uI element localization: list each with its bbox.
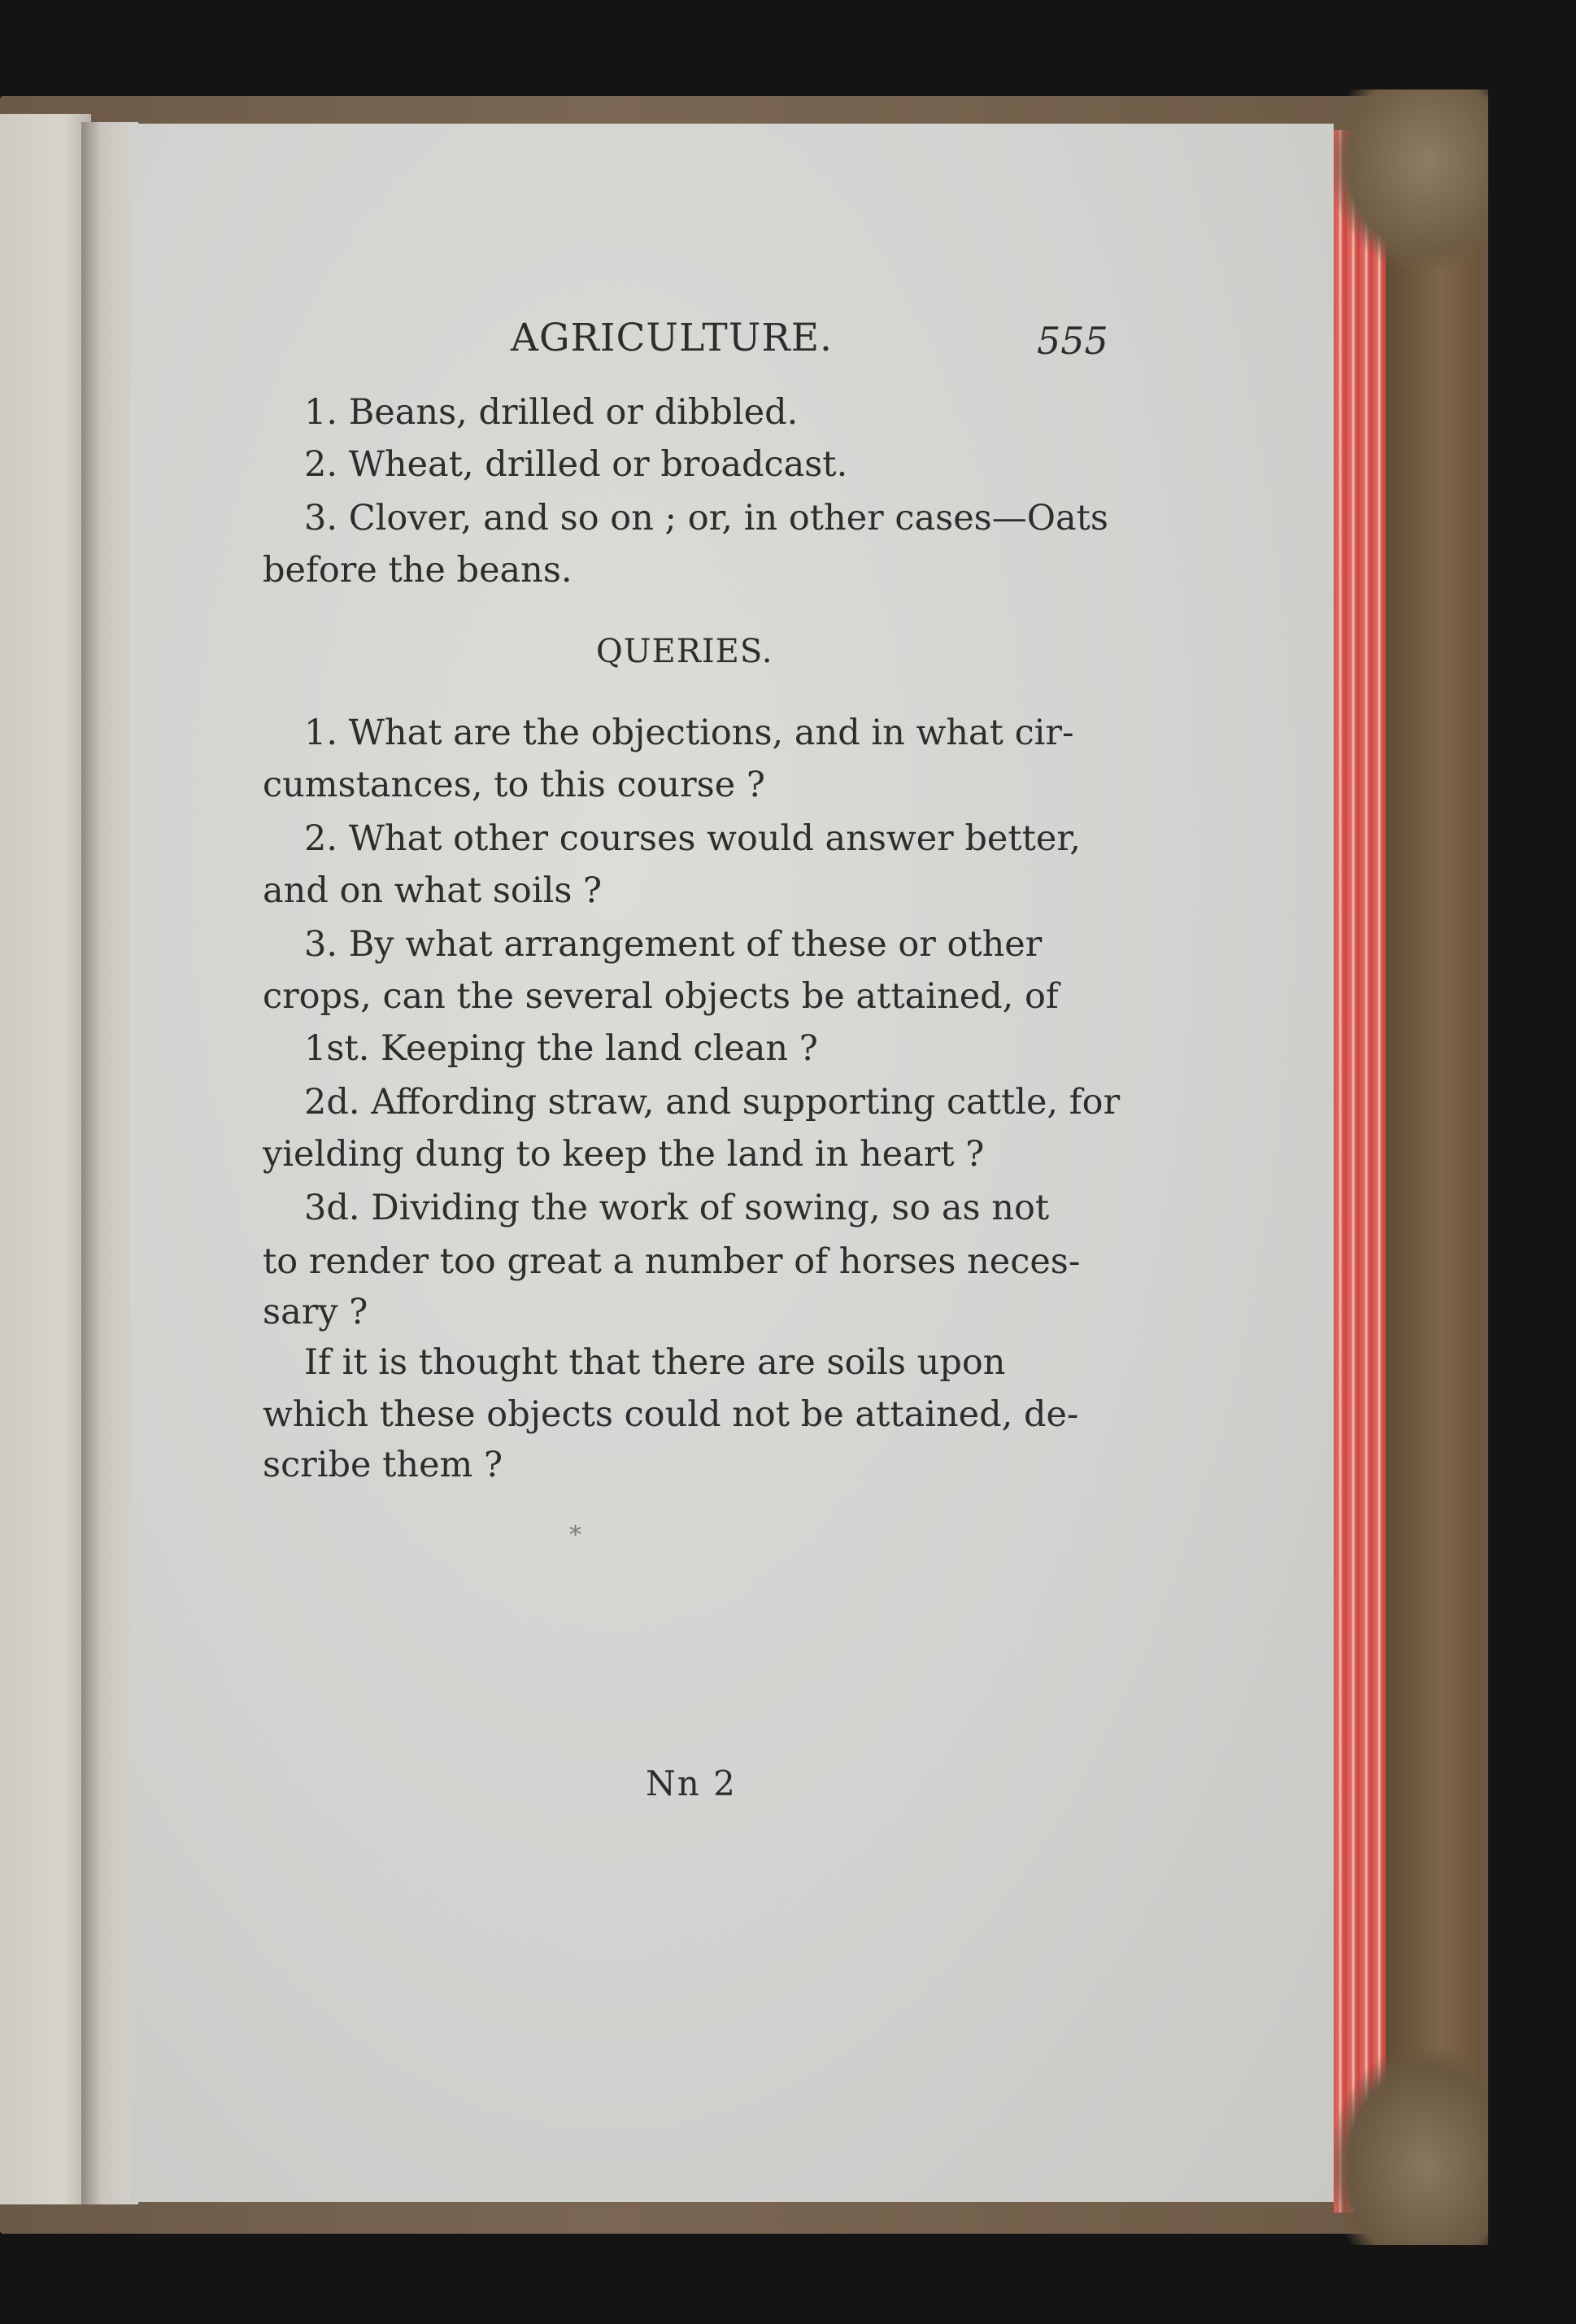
rotation-item: 1. Beans, drilled or dibbled.: [304, 392, 799, 433]
queries-heading: QUERIES.: [596, 633, 773, 670]
query-line: 2. What other courses would answer better,: [304, 818, 1081, 859]
query-line: 3. By what arrangement of these or other: [304, 924, 1043, 965]
query-line: 1. What are the objections, and in what cir-: [304, 713, 1074, 753]
query-line: to render too great a number of horses neces-: [263, 1241, 1081, 1282]
query-line: scribe them ?: [263, 1445, 503, 1485]
ornament-mark: *: [569, 1521, 581, 1550]
rotation-item: 3. Clover, and so on ; or, in other cases—Oats: [304, 498, 1108, 538]
query-line: sary ?: [263, 1292, 368, 1332]
red-page-edges: [1334, 130, 1386, 2213]
query-line: If it is thought that there are soils upon: [304, 1342, 1006, 1383]
rotation-item: 2. Wheat, drilled or broadcast.: [304, 444, 848, 485]
running-head: AGRICULTURE.: [511, 316, 833, 360]
query-line: crops, can the several objects be attained, of: [263, 976, 1059, 1017]
query-line: 2d. Affording straw, and supporting cattle, for: [304, 1082, 1121, 1123]
query-line: which these objects could not be attained, de-: [263, 1394, 1079, 1435]
query-line: and on what soils ?: [263, 870, 603, 911]
query-line: yielding dung to keep the land in heart ?: [263, 1134, 985, 1175]
query-line: 1st. Keeping the land clean ?: [304, 1028, 818, 1069]
query-line: 3d. Dividing the work of sowing, so as not: [304, 1188, 1050, 1228]
rotation-item-continuation: before the beans.: [263, 550, 572, 591]
page-number: 555: [1037, 319, 1108, 363]
cover-edge: [1382, 114, 1480, 2221]
query-line: cumstances, to this course ?: [263, 765, 765, 805]
worn-corner-top: [1334, 89, 1488, 268]
signature-mark: Nn 2: [646, 1764, 737, 1803]
worn-corner-bottom: [1334, 2050, 1488, 2245]
left-page-edge: [0, 114, 91, 2204]
